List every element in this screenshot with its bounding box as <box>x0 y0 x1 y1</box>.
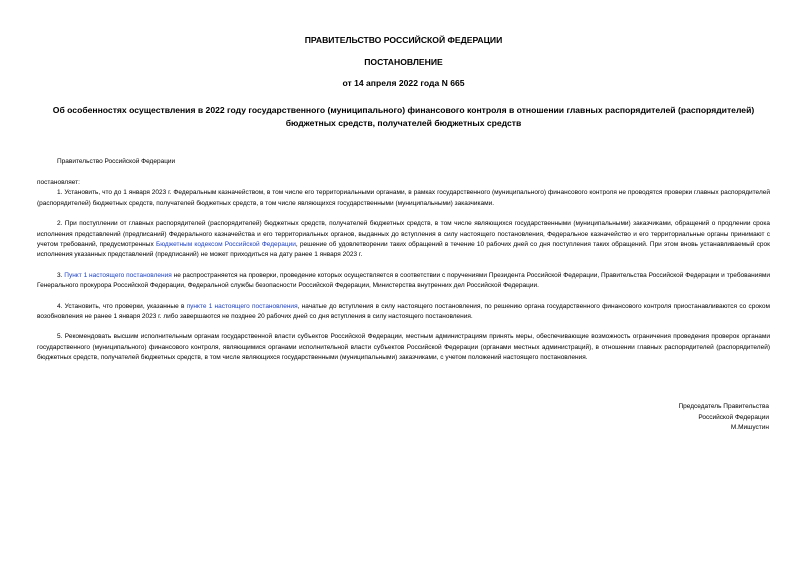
paragraph-4-text-a: 4. Установить, что проверки, указанные в <box>57 302 187 310</box>
paragraph-4-text-b: , начатые до вступления в силу настоящего постановления, по решению органа государственного финансового контроля приостанавливаются со сроком возобновления не ранее 1 января 2023 г. либо завершаются не позднее 20 рабочих дней со дня вступления в силу настоящего постановления. <box>37 302 770 320</box>
paragraph-3-text: не распространяется на проверки, проведение которых осуществляется в соответствии с поручениями Президента Российской Федерации, Правительства Российской Федерации и требованиями Генерального прокурора Российской Федерации, Федеральной службы безопасности Российской Федерации, Министерства внутренних дел Российской Федерации. <box>37 271 770 289</box>
signature-block <box>678 402 769 434</box>
document-type: ПОСТАНОВЛЕНИЕ <box>364 57 443 67</box>
document-title: Об особенностях осуществления в 2022 году государственного (муниципального) финансового контроля в отношении главных распорядителей (распорядителей) бюджетных средств, получателей бюджетных средств <box>52 105 755 128</box>
paragraph-2-text-b: , решение об удовлетворении таких обращений в течение 10 рабочих дней со дня поступления таких обращений. При этом вновь устанавливаемый срок исполнения указанных представлений (предписаний) не может приходиться на дату ранее 1 января 2023 г. <box>37 240 770 258</box>
clause-1-link[interactable]: Пункт 1 настоящего постановления <box>64 271 172 279</box>
paragraph-3-number: 3. <box>57 271 65 279</box>
paragraph-3 <box>37 271 770 291</box>
clause-1-reference-link[interactable]: пункте 1 настоящего постановления <box>186 302 298 310</box>
document-body <box>37 157 770 374</box>
spacer <box>37 167 770 178</box>
paragraph-5: 5. Рекомендовать высшим исполнительным органам государственной власти субъектов Российской Федерации, местным администрациям принять меры, обеспечивающие возможность ограничения проведения проверок органами государственного (муниципального) финансового контроля, являющимися органами исполнительной власти субъектов Российской Федерации (органами местных администраций), в отношении главных распорядителей (распорядителей) бюджетных средств, получателей бюджетных средств, в том числе являющихся государственными (муниципальными) заказчиками, с учетом положений настоящего постановления. <box>37 333 770 361</box>
issuing-authority: ПРАВИТЕЛЬСТВО РОССИЙСКОЙ ФЕДЕРАЦИИ <box>304 35 503 45</box>
paragraph-2 <box>37 219 770 260</box>
paragraph-4 <box>37 302 770 322</box>
signatory-position: Председатель Правительства <box>678 403 769 410</box>
paragraph-1: 1. Установить, что до 1 января 2023 г. Федеральным казначейством, в том числе его территориальными органами, в рамках государственного (муниципального) финансового контроля не проводятся проверки главных распорядителей (распорядителей) бюджетных средств, получателей бюджетных средств, в том числе являющихся государственными (муниципальными) заказчиками. <box>37 189 770 207</box>
budget-code-link[interactable]: Бюджетным кодексом Российской Федерации <box>155 240 296 248</box>
resolves-line: постановляет: <box>37 179 80 187</box>
signatory-organization: Российской Федерации <box>698 413 769 421</box>
paragraph-2-text-a: 2. При поступлении от главных распорядителей (распорядителей) бюджетных средств, получателей бюджетных средств, в том числе являющихся государственными (муниципальными) заказчиками, обращений о продлении срока исполнения представлений (предписаний) Федерального казначейства и его территориальных органов, выданных до вступления в силу настоящего постановления, Федеральное казначейство и его территориальные органы принимают с учетом требований, предусмотренных <box>37 220 770 248</box>
document-date-number: от 14 апреля 2022 года N 665 <box>342 78 465 88</box>
signatory-name: М.Мишустин <box>730 424 769 432</box>
government-line: Правительство Российской Федерации <box>57 158 176 165</box>
